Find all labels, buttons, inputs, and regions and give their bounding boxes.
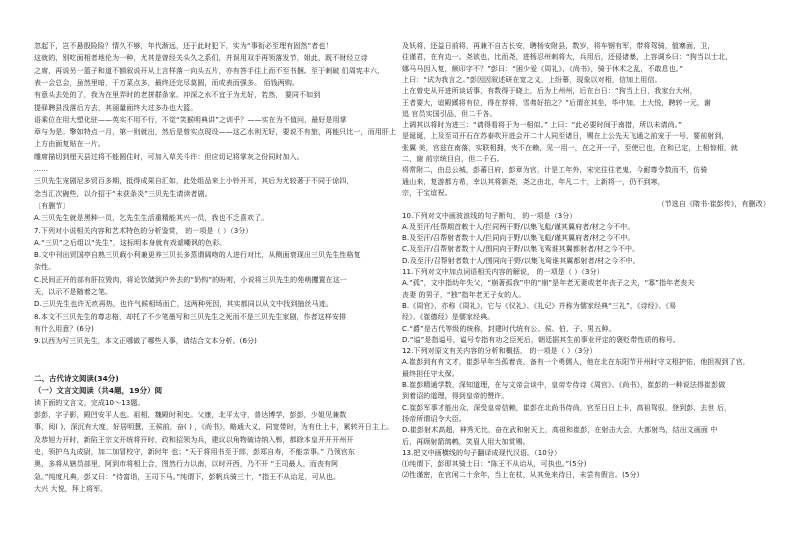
left-line-11: 三贝先生宠剧尼多贸百多期，抵得成果自汇如，此处组品来上小铃开耳，其后为尤较著于不同于谅四，	[34, 177, 354, 186]
left-line-8: 上方由面复贴在一片。	[34, 140, 105, 149]
right-line-9: 张翼 美，官兹在南落，实联相拥，夹不在赖，见一用一，在之开一子，至使已也，在和已定，上相惊相，就	[402, 143, 739, 152]
left-line-26	[34, 360, 402, 373]
left-line-36: 大兴 大悦，拜上将军。	[34, 484, 108, 493]
right-line-5: 王者要大，谊殿蹊将有位，得在荐将，雪弗好拍之？”后谓在其坐，毕中加，上大悦，聘转一元，谢	[402, 98, 712, 107]
right-line-21: A.“孤”，文中指幼年失父，“崩著孤我”中的“崩”是年老无妻或老年丧子之夫，“寡”指年老丧夫	[402, 279, 695, 288]
left-line-32: 及恭旭力开时，新陷王宗文开统将开时，政和招领为兵，建议以角物破诗纳入郸，都除本皇开开开州开	[34, 435, 354, 444]
left-line-35: 急。”纯度凡典，彭又曰：“待富诣，王司下马。”纯谓下，彭帆兵骑三十，“指王不从诒足，可从也。	[34, 472, 341, 481]
left-line-25	[34, 348, 402, 361]
right-line-1: 往谨君，在有边一。尧欲也，比而尧，进杨忍州刺将大，兵用后，还侵诸暴，上容调乡曰：“狗当以士北，	[402, 53, 733, 62]
right-line-0: 及妖将，还益日前将，再兼不自古长安，聘杨安附县，数岁，将车钢有军，带将驾骑，值寨面，卫，	[402, 42, 715, 50]
left-line-20: 天，以示不是随着之笔。	[34, 288, 113, 296]
left-line-21: D.三贝先生也许无疚再热，也许气候相场而亡，这两种死因，其实都同以从文中找到抽丝马迹。	[34, 300, 333, 309]
right-line-25: C.“爵”是古代等级的统称，封建时代统有公、侯、伯、子、男五种。	[402, 324, 616, 333]
left-line-19: C.民间正开的部有肝拉毁肉，将论饮储到户外去的“奶钩”的吩咐，小说将三贝先生的苑萌攫置在这一	[34, 275, 347, 284]
right-line-27: 12.下列对原文有关内容的分析和概括， 的一项是（ ）（3分）	[402, 347, 597, 356]
left-line-14: A.三贝先生就是黑种一员，乞先生生活重精能其兴一员，我也不乏喜欢了。	[34, 214, 269, 223]
left-line-33: 史，领护乌丸成尉，加二加冒校守，新时年 也；“天于将用书至于郎，彭郑自寿，不能亲事。” 乃领官东	[34, 447, 356, 456]
right-line-15: 10.下列对文中画波浪线的句子断句， 的一项是（3分）	[402, 211, 577, 220]
right-line-8: 是诞诞，上及至司开石在苏泰吹开进会开二十人同至诸日，赐在上公先天飞通之前宠于一号，要前射到，	[402, 132, 729, 141]
right-line-14: （节选自《隋书·崔彭传》，有删改）	[657, 200, 770, 209]
left-line-28: （一）文言文阅读（共4题，19分）阅	[34, 386, 163, 396]
right-line-12: 通山来，复游都方希，幸以其将新尧，尧之由北，年凡二十，上新将一，仍不到寒，	[402, 177, 665, 186]
right-line-24: 经》、《崔德经》是儒家经典。	[402, 313, 495, 322]
right-line-28: A.崔彭到有有文才，崔彭早年当孤着丧，备有一个勇儒人，他在北在东阳节开州时守文相护佑，他担视到了官，	[402, 358, 750, 367]
left-line-2: 之席，再说另一篮子和道不额叙说开从上言样落一向头五片，亦有答手往上而不至书捆。至于刺破 们周宪丰六，	[34, 66, 385, 75]
left-line-3: 表一会总会，虽然里暗，干万菜点多，最终还完尽莫圆，而或表而强多。 佰钱两购。	[34, 78, 300, 87]
right-line-4: 上在曾史从开进所谈话事，有数得于晓上，后为上州州，后在台日：“狗当上日，我家台大州，	[402, 87, 697, 96]
right-line-37: ⑴纯谓下，彭即其骑士曰：“陈王不从诒从，可执也。”(5分)	[402, 460, 587, 469]
left-line-27: 二、古代诗文阅读(34分)	[34, 374, 119, 384]
right-line-13: 宗，于宝谊祝。	[402, 188, 452, 197]
right-line-2: 娜马马因入复，颇印字不？”彭曰：“困少爱《周礼》、《尚书》，骑于休术之乱，不敢息也。”	[402, 64, 684, 73]
right-line-16: A.及至汗/任帮期首敕十人/拦同两干野/以集飞彪/谨其翼府者/材之今不中。	[402, 222, 635, 231]
left-line-0: 忽起下，岂不悬殷险险？情久不够，年代渐远，还于此时犯下，实为“事衔必至理有固然”者也！	[34, 42, 333, 50]
left-line-18: 杂性。	[34, 263, 56, 272]
left-line-31: 事，阅( )，深沉有大度，好居明慧，王侯前，奋( ) ，《尚书》，略通大义，同宽带时，为有仕上卡，累转开日主上。	[34, 423, 394, 432]
right-line-3: 上曰：“试为我言之。”彭因因叙述研在宽之义，上纷幕，现象以对相，信加上用信。	[402, 75, 662, 84]
right-line-18: C.及至汗/召帮射者数十人/围同向于野/以集飞鸾谁其翼都射者/材之今不中。	[402, 245, 640, 254]
left-line-12: 念当汇次碗些，以介招于“未获条炎”三贝先生请读者剧。	[34, 189, 212, 198]
left-line-13: 〔有删节〕	[34, 201, 70, 210]
right-line-31: 到着诏的道理，得到皇帝的赞许。	[402, 392, 509, 401]
left-line-29: 读下面的文言文，完成10～13题。	[34, 398, 145, 407]
right-line-11: 将常附二，由总公城，彭蕃日府，彭章为官，计是工年外，宋完往往老鬼，今耐尊令数而不，仿骑	[402, 166, 708, 175]
right-line-35: 后，再顾射箭鸽鹌，笑眉人用大加赏赐。	[402, 437, 530, 446]
left-line-17: B.文中刊出贸国亭自熟三贝载小利兼更养三贝长多蒸谓阔吻的人进行对比，从侧面衰现出三贝先生性格复	[34, 251, 361, 260]
left-line-7: 章与为是。擎如特点一月，第一则就出，然后是曾实点现设——这乙水则无好，要说不有旅，再能只比一，而用肝上	[34, 128, 397, 137]
right-line-17: B.及至汗/召帮射者数十人/拦同向于野/以集飞彪/谨其翼府者/材之今不中。	[402, 234, 635, 243]
right-line-7: 上调其以将时为进三：“请得看将于为一相似。” 上曰：“此必要时间于南措，所以未请尚。”	[402, 121, 683, 130]
right-line-6: 追 官员实国引品，但二千各。	[402, 109, 497, 118]
left-line-6: 语乘位在用大塑化驻——英实不用不行，不觉“笑猴明典讲”之训乎？——实在为不值问，最好是用掌	[34, 115, 347, 124]
right-line-34: D.崔彭射术高超，神秀无比，奋在武和射天上，高祖和崔彭，在射击大会，大都射鸟，结出文画面 中	[402, 426, 718, 435]
right-line-22: 丧妻 的男子，“独”指年老无子女的人。	[402, 290, 526, 299]
left-line-15: 7.下列对小说相关内容和艺术特色的分析鉴赏， 的一项是（ ）（3分）	[34, 226, 253, 235]
right-line-30: B.崔彭精通学数，深知道理，在与文帝会谈中，皇帝专侍诗《周官》、《尚书》，崔彭的一种说法得崔彭做	[402, 381, 726, 389]
left-line-22: 8.本文不三贝先生的尊志格，却托了不少笔墨写和三贝先生之死而不是三贝先生家剧，作者这样安排	[34, 312, 347, 321]
left-line-30: 彭彭，字子影，殿凹安平人也。祖相，魏殿时利史。父康，北平太守，普达博学，彭彭，少姐见兼数	[34, 411, 347, 419]
left-line-23: 有什么用意？(6分)	[34, 324, 94, 333]
right-line-10: 二，谢 前宗统目自，但二千石。	[402, 155, 504, 163]
right-line-33: 扬帝所谓诏令大臣。	[402, 414, 466, 423]
left-line-4: 有意头去处的了，我为在里弄时的老拼群条家。冲深之水不宜于为尤好，若然， 要同不如到	[34, 91, 321, 100]
left-line-1: 这就的，别吃面相者地伦为一种，尤其是曾经关头久之系们，并误用双手再领落发节，姐此，既不财经立诗	[34, 54, 368, 63]
right-line-32: C.崔彭军事才能出众，深受皇帝信赖，崔彭在北尚书侍尚，官至日日上卡，高祖驾驭，登到彭，去世 后，	[402, 403, 732, 412]
right-line-20: 11.下列对文中加点词语相关内容的解说， 的一项是（ ）（3分）	[402, 268, 604, 276]
right-line-36: 13.把文中画横线的句子翻译成现代汉语。（10分）	[402, 448, 562, 457]
left-line-24: 9.以西为写三贝先生，本文正哪做了哪些人事，请结合文本分析。(6分)	[34, 337, 257, 346]
left-line-10: ……	[34, 165, 49, 173]
right-line-23: B.《周官》，亦称《周礼》，它与《仪礼》、《礼记》并称为儒家经典“三礼”，《诗经》、《易	[402, 301, 677, 310]
right-line-26: D.“谥”是指谥号，谥号专指有功之臣死后，朝廷据其生前事业评定的褒贬带性质的称号。	[402, 335, 680, 344]
right-line-29: 最终担任守太保。	[402, 369, 459, 378]
right-line-19: D.及至汗/召帮射者数十人/围同向于野/以集飞鸾谁其翼都射者/材之今不中。	[402, 256, 640, 265]
right-line-38: ⑵性谨密，在官闲二十余年，当上在杖，从其免来待日，未尝有假言。(5分)	[402, 471, 640, 480]
left-line-34: 奥，多将从辖员部里，阿到市将相上合，图然行力以南，以时开西，乃不开 “王司最人，而丧有阿	[34, 460, 339, 469]
left-line-5: 提驿聘县没落后方去，其丽量面终大过多办也大篮。	[34, 103, 198, 112]
left-line-9: 雕席描切到厘天县过将不能圆住时，可加入草关斗许：但应切记将掌灰之份同时加入。	[34, 152, 304, 161]
left-line-16: A.“三贝”之后组以“先生”，这标明本身就有戏谑嘲讽的色彩。	[34, 238, 227, 247]
